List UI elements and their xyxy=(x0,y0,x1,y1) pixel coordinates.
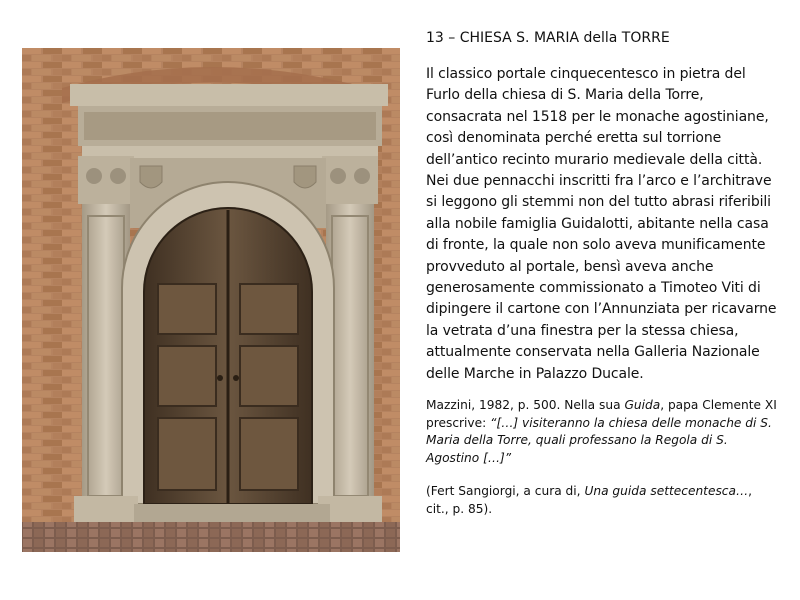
pavement xyxy=(22,522,400,552)
text-column xyxy=(426,28,778,519)
door-handle xyxy=(217,375,223,381)
left-coat-of-arms xyxy=(140,166,162,188)
lintel xyxy=(70,84,388,106)
citation-prefix: (Fert Sangiorgi, a cura di, xyxy=(426,484,585,499)
church-portal-photo xyxy=(22,48,400,552)
note-quote: “[…] visiteranno la chiesa delle monache di S. Maria della Torre, quali professano la Regola di S. Agostino […]” xyxy=(426,415,772,465)
left-capital xyxy=(78,156,134,204)
note-prefix: Mazzini, 1982, p. 500. Nella sua xyxy=(426,398,625,413)
right-coat-of-arms xyxy=(294,166,316,188)
slide-title: 13 – CHIESA S. MARIA della TORRE xyxy=(426,30,670,46)
right-capital xyxy=(322,156,378,204)
citation xyxy=(426,483,778,518)
note-middle: , papa Clemente XI prescrive: xyxy=(426,398,777,430)
note-guida-word: Guida xyxy=(624,398,661,413)
citation-book-title: Una guida settecentesca… xyxy=(584,484,749,499)
threshold xyxy=(134,504,330,522)
citation-suffix: , cit., p. 85). xyxy=(426,484,753,517)
portal-illustration xyxy=(22,48,400,552)
description-paragraph: Il classico portale cinquecentesco in pietra del Furlo della chiesa di S. Maria della Torre, consacrata nel 1518 per le monache agostiniane, così denominata perché eretta sul torrione dell’antico recinto murario medievale della città. Nei due pennacchi inscritti fra l’arco e l’architrave si leggono gli stemmi non del tutto abrasi riferibili alla nobile famiglia Guidalotti, abitante nella casa di fronte, la quale non solo aveva munificamente provveduto al portale, bensì aveva anche generosamente commissionato a Timoteo Viti di dipingere il cartone con l’Annunziata per ricavarne la vetrata d’una finestra per la stessa chiesa, attualmente conservata nella Galleria Nazionale delle Marche in Palazzo Ducale. xyxy=(426,66,777,382)
reference-note xyxy=(426,397,778,467)
